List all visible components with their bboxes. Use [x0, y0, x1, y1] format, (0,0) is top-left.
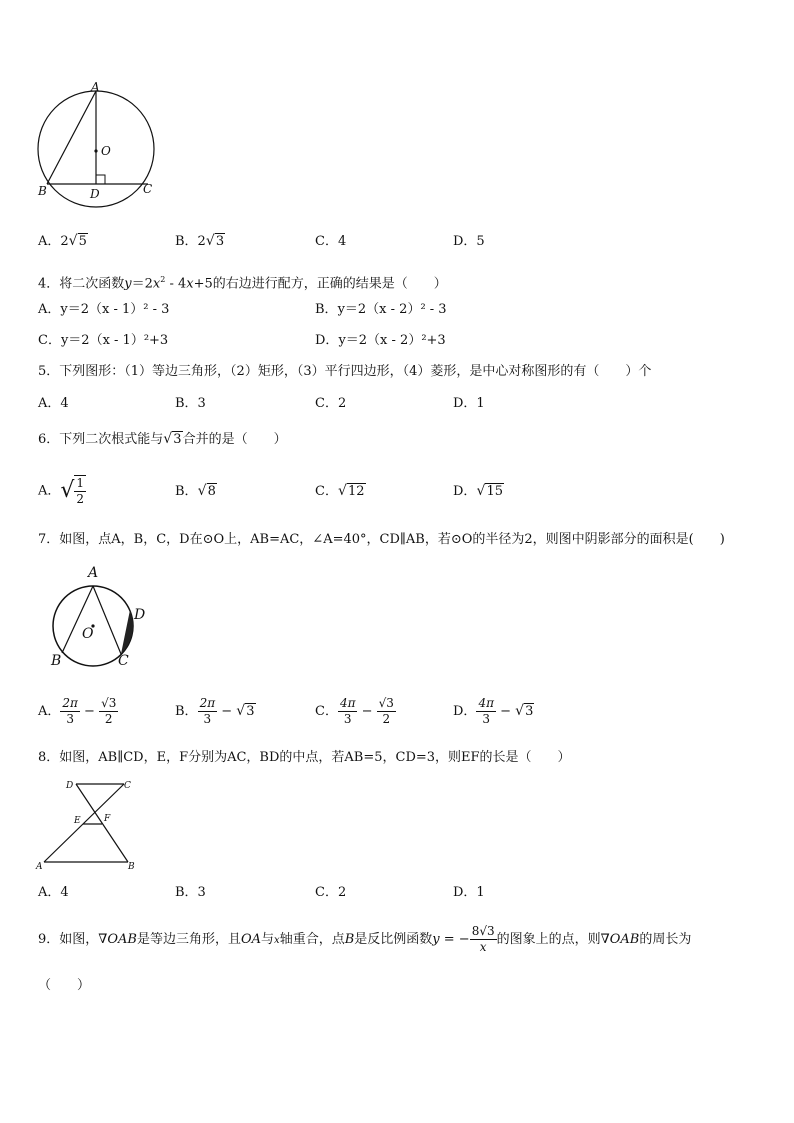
label-b: B [128, 862, 135, 872]
q5-option-b[interactable]: B．3 [175, 396, 206, 411]
label-o: O [101, 144, 111, 158]
q7-option-d[interactable]: D． $\frac{4\pi}{3}$ − √ 3 [453, 696, 534, 726]
q7-option-b[interactable]: B． $\frac{2\pi}{3}$ − √ 3 [175, 696, 255, 726]
q7-option-c[interactable]: C． $\frac{4\pi}{3}$ − $\frac{√3}{2}$ [315, 696, 394, 726]
q8-option-b[interactable]: B．3 [175, 885, 206, 900]
q8-stem: 8．如图，AB∥CD，E，F分别为AC，BD的中点，若AB=5，CD=3，则EF的长是（ ） [38, 750, 571, 765]
q8-trapezoid-figure [34, 776, 146, 872]
q3-option-b[interactable]: B．2 √ 3 [175, 233, 225, 249]
label-c: C [143, 182, 153, 196]
label-c: C [124, 781, 131, 791]
q4-option-d[interactable]: D．y＝2（x - 2）²+3 [315, 333, 446, 348]
q5-option-d[interactable]: D．1 [453, 396, 485, 411]
q7-circle-figure [45, 560, 155, 672]
q4-option-c[interactable]: C．y＝2（x - 1）²+3 [38, 333, 169, 348]
q5-option-c[interactable]: C．2 [315, 396, 347, 411]
label-c: C [118, 653, 129, 669]
label-e: E [74, 816, 81, 826]
label-a: A [36, 862, 43, 872]
q6-option-a[interactable]: A．√ $\frac{1}{2}$ [38, 476, 85, 506]
label-d: D [90, 187, 100, 201]
label-d: D [134, 607, 146, 623]
label-o: O [82, 626, 94, 642]
q6-stem: 6．下列二次根式能与 √ 3合并的是（ ） [38, 431, 287, 447]
q8-option-d[interactable]: D．1 [453, 885, 485, 900]
q6-option-d[interactable]: D． √ 15 [453, 483, 503, 499]
q6-option-c[interactable]: C． √ 12 [315, 483, 365, 499]
label-f: F [104, 814, 111, 824]
q9-stem: 9．如图，∇OAB是等边三角形，且OA与x轴重合，点B是反比例函数y = − $\frac{8√3}{x}$ 的图象上的点，则∇OAB的周长为 [38, 924, 692, 954]
q4-option-a[interactable]: A．y＝2（x - 1）² - 3 [38, 302, 170, 317]
q3-option-d[interactable]: D．5 [453, 234, 485, 249]
q9-answer-paren: （ ） [38, 978, 91, 993]
q7-option-a[interactable]: A． $\frac{2\pi}{3}$ − $\frac{√3}{2}$ [38, 696, 117, 726]
q8-option-a[interactable]: A．4 [38, 885, 69, 900]
q7-stem: 7．如图，点A，B，C，D在⊙O上，AB=AC，∠A=40°，CD∥AB，若⊙O的半径为2，则图中阴影部分的面积是( ) [38, 532, 725, 547]
label-a: A [88, 565, 99, 581]
q6-option-b[interactable]: B． √ 8 [175, 483, 216, 499]
q8-option-c[interactable]: C．2 [315, 885, 347, 900]
q5-stem: 5．下列图形：（1）等边三角形，（2）矩形，（3）平行四边形，（4）菱形，是中心对称图形的有（ ）个 [38, 364, 652, 379]
label-b: B [51, 653, 62, 669]
q5-option-a[interactable]: A．4 [38, 396, 69, 411]
label-d: D [66, 781, 74, 791]
q3-circle-figure [30, 78, 165, 213]
label-b: B [38, 184, 47, 198]
label-a: A [91, 80, 100, 94]
q3-option-a[interactable]: A．2 √ 5 [38, 233, 87, 249]
q4-option-b[interactable]: B．y＝2（x - 2）² - 3 [315, 302, 447, 317]
q4-stem: 4．将二次函数$y=2x^2 - 4x+5$的右边进行配方，正确的结果是（ ） [38, 275, 447, 292]
q3-option-c[interactable]: C．4 [315, 234, 347, 249]
